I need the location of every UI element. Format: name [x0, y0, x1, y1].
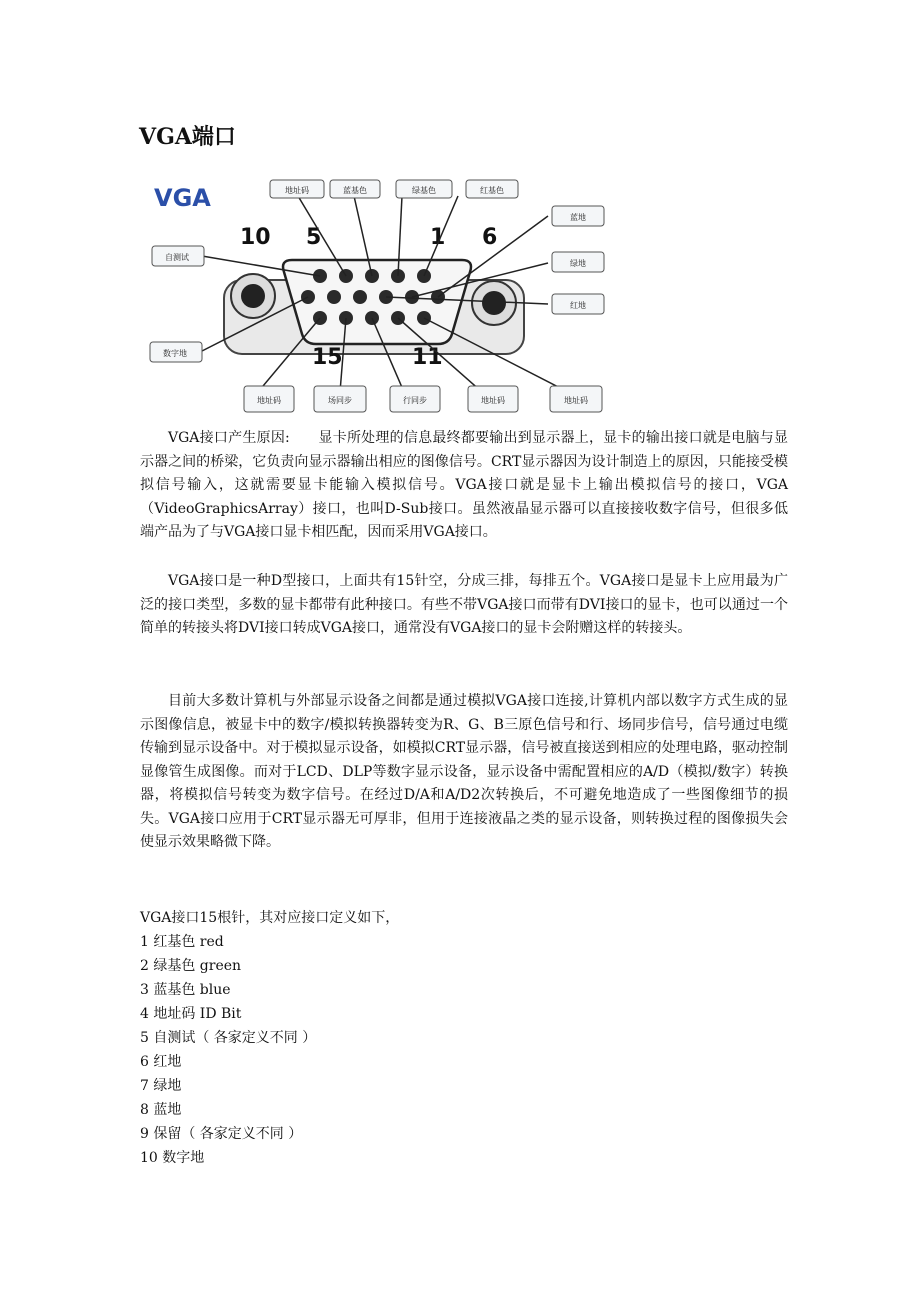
label-bottom-hsync: 行同步	[403, 396, 427, 405]
vga-logo: VGA	[154, 184, 211, 212]
list-item: 1 红基色 red	[140, 934, 224, 950]
label-top-green: 绿基色	[412, 186, 436, 195]
label-bottom-addr-2: 地址码	[481, 396, 505, 405]
label-top-red: 红基色	[480, 186, 504, 195]
pin-number-15: 15	[312, 345, 343, 370]
paragraph-3	[140, 690, 788, 855]
paragraph-3-text: 目前大多数计算机与外部显示设备之间都是通过模拟VGA接口连接,计算机内部以数字方式生成的显示图像信息，被显卡中的数字/模拟转换器转变为R、G、B三原色信号和行、场同步信号，信号通过电缆传输到显示设备中。对于模拟显示设备，如模拟CRT显示器，信号被直接送到相应的处理电路，驱动控制显像管生成图像。而对于LCD、DLP等数字显示设备，显示设备中需配置相应的A/D（模拟/数字）转换器，将模拟信号转变为数字信号。在经过D/A和A/D2次转换后，不可避免地造成了一些图像细节的损失。VGA接口应用于CRT显示器无可厚非，但用于连接液晶之类的显示设备，则转换过程的图像损失会使显示效果略微下降。	[140, 693, 788, 850]
label-bottom-vsync: 场同步	[328, 396, 352, 405]
label-right-green-gnd: 绿地	[570, 259, 586, 268]
page-title: VGA端口	[139, 124, 236, 150]
label-left-selftest: 自测试	[165, 253, 189, 262]
list-item: 4 地址码 ID Bit	[140, 1006, 242, 1022]
pin-list-intro: VGA接口15根针，其对应接口定义如下，	[140, 910, 400, 926]
label-top-blue: 蓝基色	[343, 186, 367, 195]
list-item: 3 蓝基色 blue	[140, 982, 231, 998]
list-item: 10 数字地	[140, 1150, 205, 1166]
label-right-red-gnd: 红地	[570, 301, 586, 310]
label-top-addr: 地址码	[285, 186, 309, 195]
list-item: 8 蓝地	[140, 1102, 182, 1118]
pin-number-6: 6	[482, 225, 498, 250]
list-item: 5 自测试（ 各家定义不同 ）	[140, 1030, 317, 1046]
pin-number-11: 11	[412, 345, 443, 370]
paragraph-2	[140, 570, 788, 641]
label-bottom-addr-1: 地址码	[257, 396, 281, 405]
list-item: 7 绿地	[140, 1078, 182, 1094]
pin-number-10: 10	[240, 225, 271, 250]
paragraph-1	[140, 427, 788, 545]
pin-number-5: 5	[306, 225, 322, 250]
paragraph-2-text: VGA接口是一种D型接口，上面共有15针空，分成三排，每排五个。VGA接口是显卡上应用最为广泛的接口类型，多数的显卡都带有此种接口。有些不带VGA接口而带有DVI接口的显卡，也可以通过一个简单的转接头将DVI接口转成VGA接口，通常没有VGA接口的显卡会附赠这样的转接头。	[140, 573, 788, 636]
label-left-digital-gnd: 数字地	[163, 349, 187, 358]
vga-pinout-diagram	[140, 168, 610, 418]
list-item: 9 保留（ 各家定义不同 ）	[140, 1126, 303, 1142]
label-bottom-addr-3: 地址码	[564, 396, 588, 405]
label-right-blue-gnd: 蓝地	[570, 213, 586, 222]
paragraph-1-text: VGA接口产生原因: 显卡所处理的信息最终都要输出到显示器上，显卡的输出接口就是电脑与显示器之间的桥梁，它负责向显示器输出相应的图像信号。CRT显示器因为设计制造上的原因，只能接受模拟信号输入，这就需要显卡能输入模拟信号。VGA接口就是显卡上输出模拟信号的接口，VGA（VideoGraphicsArray）接口，也叫D-Sub接口。虽然液晶显示器可以直接接收数字信号，但很多低端产品为了与VGA接口显卡相匹配，因而采用VGA接口。	[140, 430, 788, 540]
pin-definition-list	[140, 906, 399, 1170]
pin-number-1: 1	[430, 225, 446, 250]
list-item: 2 绿基色 green	[140, 958, 242, 974]
list-item: 6 红地	[140, 1054, 182, 1070]
